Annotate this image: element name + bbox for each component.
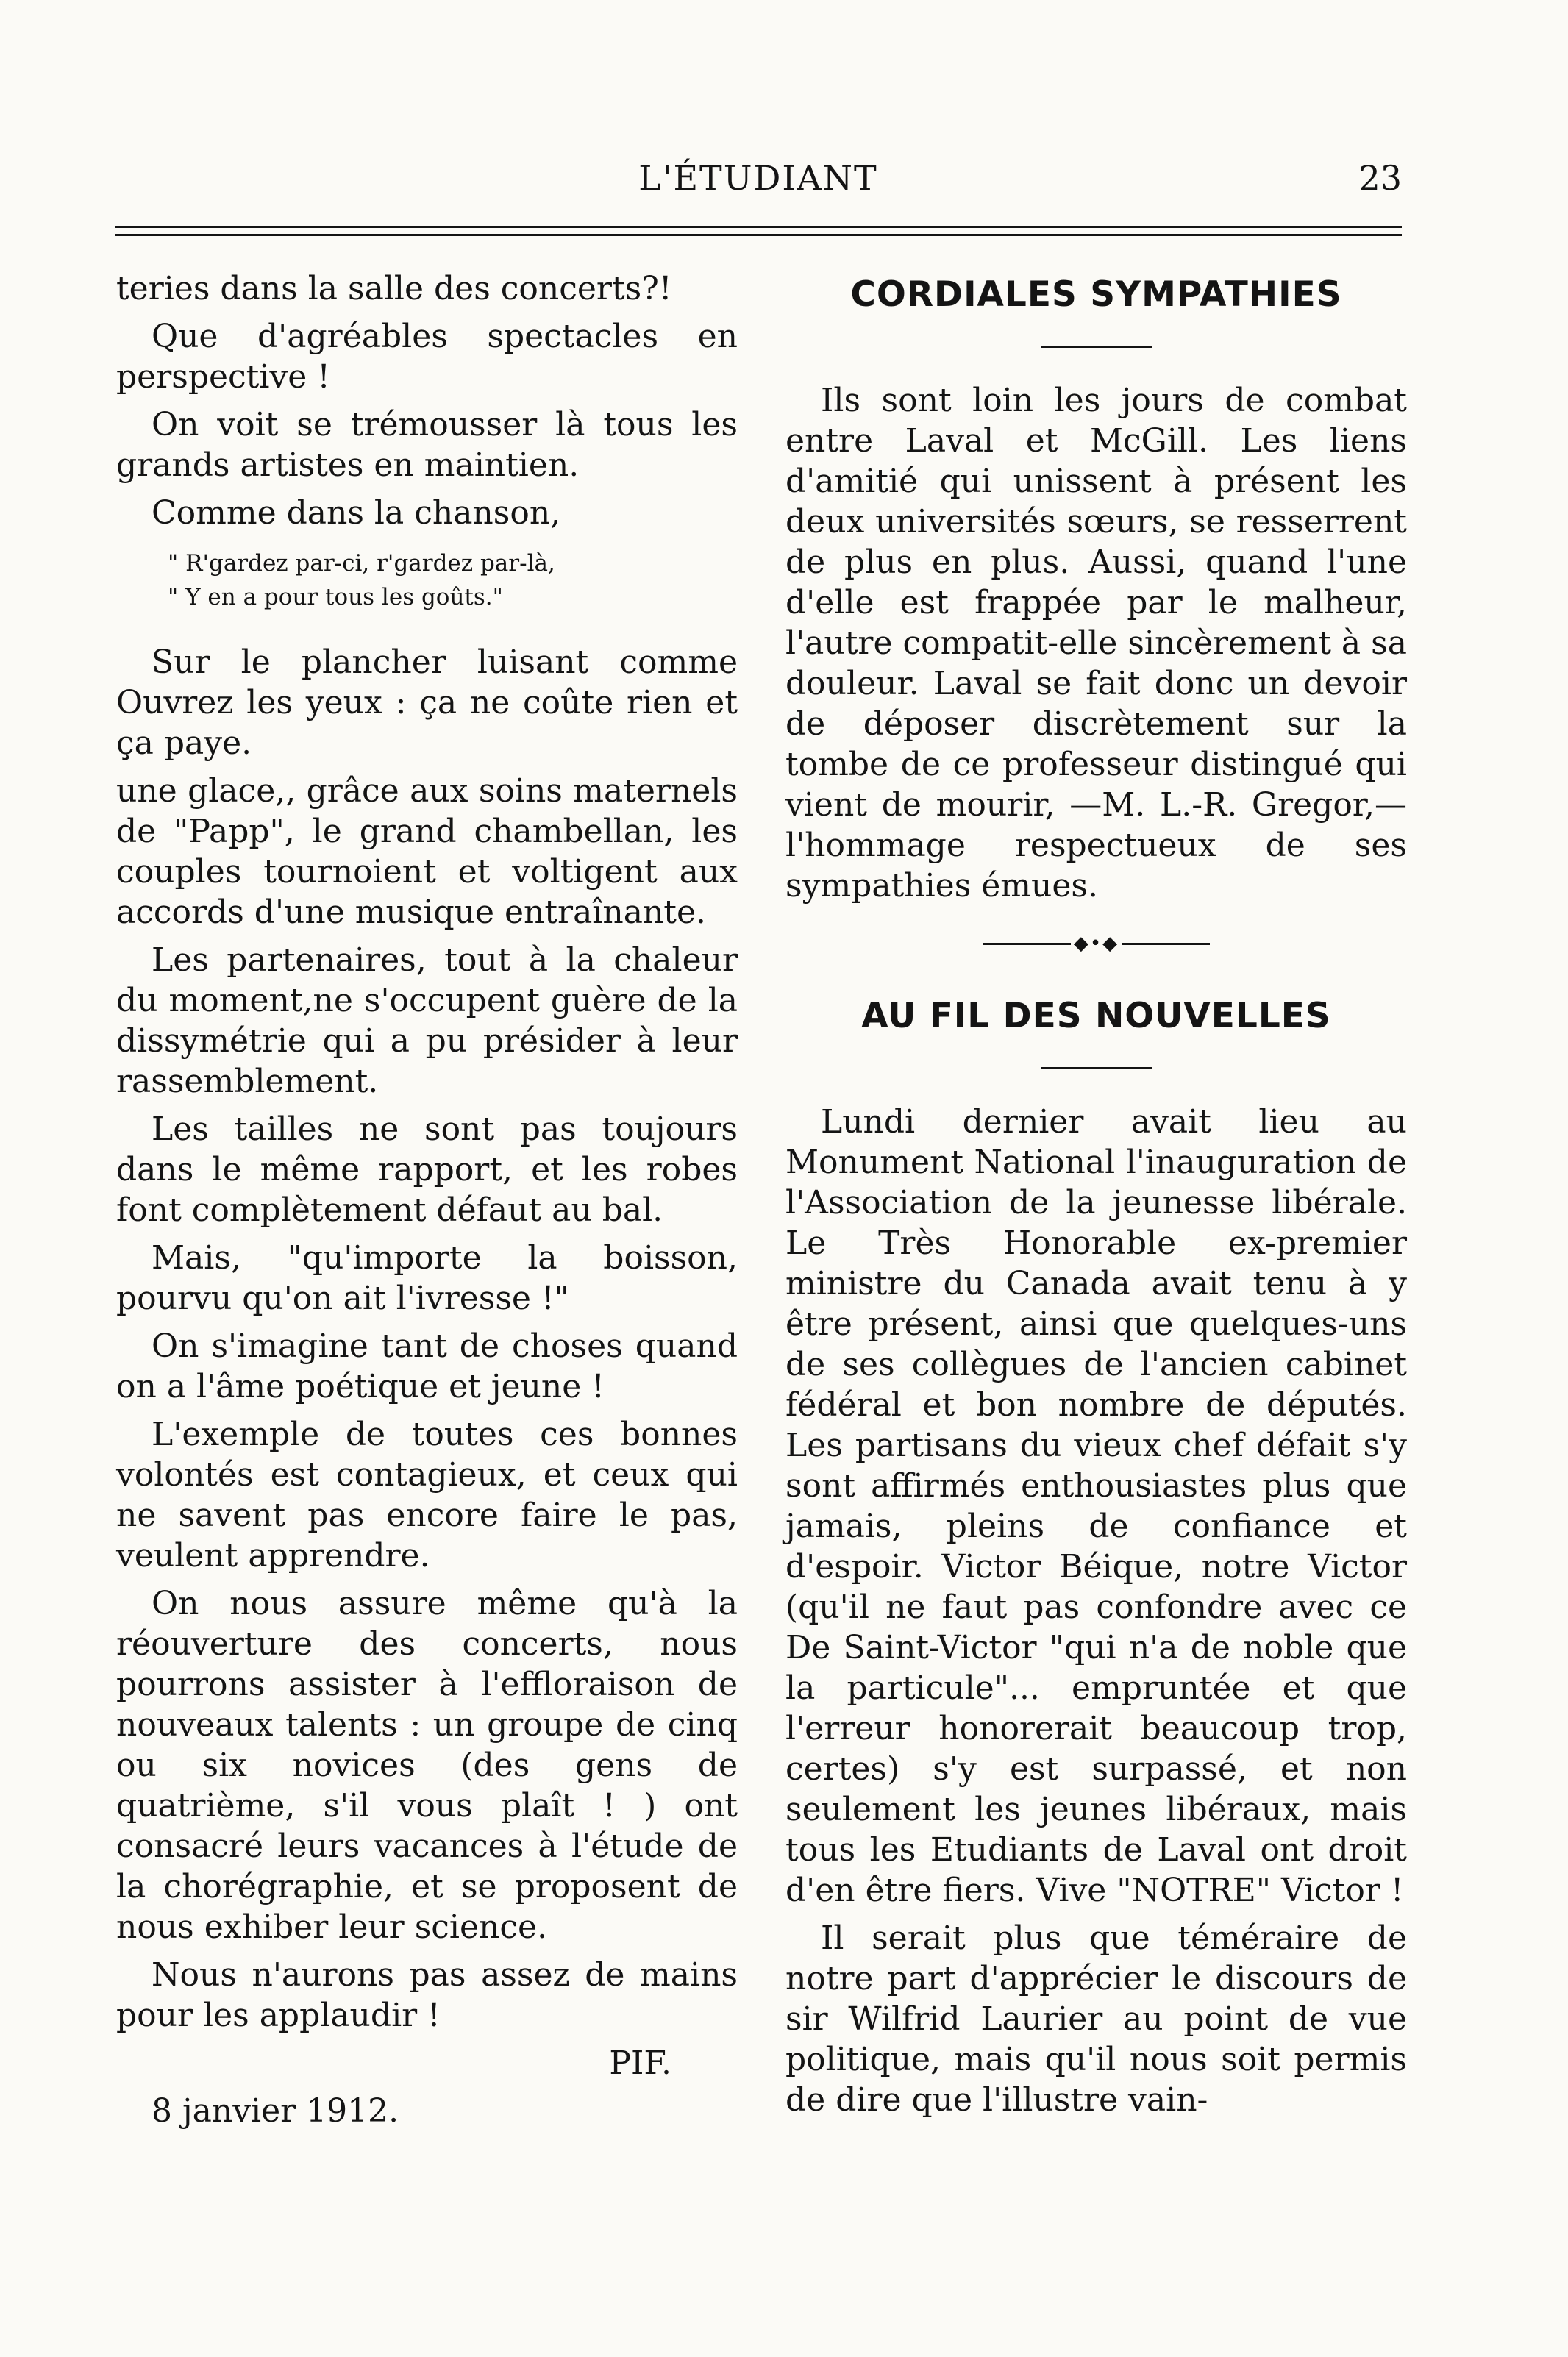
paragraph: teries dans la salle des concerts?! (116, 270, 672, 307)
paragraph: On s'imagine tant de choses quand on a l'âme poétique et jeune ! (116, 1327, 738, 1405)
running-title: L'ÉTUDIANT (638, 158, 878, 198)
left-paragraphs-before-song (116, 268, 738, 533)
song-line: " Y en a pour tous les goûts." (168, 584, 503, 610)
paragraph: une glace,, grâce aux soins maternels de "Papp", le grand chambellan, les couples tournoient et voltigent aux accords d'une musique entraînante. (116, 772, 738, 931)
paragraph: Que d'agréables spectacles en perspective ! (116, 318, 738, 396)
author-signature: PIF. (609, 2044, 671, 2082)
page-number: 23 (1358, 158, 1402, 198)
paragraph: On voit se trémousser là tous les grands artistes en maintien. (116, 406, 738, 484)
header-rule-top (115, 226, 1402, 228)
paragraph: Les partenaires, tout à la chaleur du moment,ne s'occupent guère de la dissymétrie qui a pu présider à leur rassemblement. (116, 941, 738, 1100)
paragraph: Comme dans la chanson, (152, 494, 561, 532)
song-line: " R'gardez par-ci, r'gardez par-là, (168, 550, 555, 577)
section-title-cordiales-sympathies: CORDIALES SYMPATHIES (850, 274, 1342, 315)
title-divider (1041, 1067, 1152, 1069)
left-column (116, 268, 738, 2139)
paragraph: On nous assure même qu'à la réouverture des concerts, nous pourrons assister à l'effloraison de nouveaux talents : un groupe de cinq ou six novices (des gens de quatrième, s'il vous plaît ! ) ont consacré leurs vacances à l'étude de la chorégraphie, et se proposent de nous exhiber leur science. (116, 1585, 738, 1946)
section-body-au-fil-des-nouvelles (785, 1102, 1407, 2120)
paragraph: Lundi dernier avait lieu au Monument National l'inauguration de l'Association de la jeunesse libérale. Le Très Honorable ex-premier ministre du Canada avait tenu à y être présent, ainsi que quelques-uns de ses collègues de l'ancien cabinet fédéral et bon nombre de députés. Les partisans du vieux chef défait s'y sont affirmés enthousiastes plus que jamais, pleins de confiance et d'espoir. Victor Béique, notre Victor (qu'il ne faut pas confondre avec ce De Saint-Victor "qui n'a de noble que la particule"... empruntée et que l'erreur honorerait beaucoup trop, certes) s'y est surpassé, et non seulement les jeunes libéraux, mais tous les Etudiants de Laval ont droit d'en être fiers. Vive "NOTRE" Victor ! (785, 1103, 1407, 1909)
paragraph: Il serait plus que téméraire de notre part d'apprécier le discours de sir Wilfrid Laurier au point de vue politique, mais qu'il nous soit permis de dire que l'illustre vain- (785, 1919, 1407, 2119)
paragraph: Les tailles ne sont pas toujours dans le même rapport, et les robes font complètement défaut au bal. (116, 1110, 738, 1229)
paragraph: Mais, "qu'importe la boisson, pourvu qu'on ait l'ivresse !" (116, 1239, 738, 1317)
paragraph: Sur le plancher luisant comme Ouvrez les yeux : ça ne coûte rien et ça paye. (116, 643, 738, 762)
section-title-au-fil-des-nouvelles: AU FIL DES NOUVELLES (861, 996, 1331, 1036)
section-body-cordiales-sympathies (785, 380, 1407, 906)
right-column (785, 268, 1407, 2128)
paragraph: Nous n'aurons pas assez de mains pour les applaudir ! (116, 1956, 738, 2034)
section-ornament-divider: ◆•◆ (785, 934, 1407, 953)
paragraph: L'exemple de toutes ces bonnes volontés est contagieux, et ceux qui ne savent pas encore faire le pas, veulent apprendre. (116, 1416, 738, 1575)
left-paragraphs-after-song (116, 642, 738, 2036)
song-quote (168, 546, 738, 614)
title-divider (1041, 346, 1152, 348)
dateline: 8 janvier 1912. (152, 2092, 399, 2130)
header-rule-bottom (115, 234, 1402, 236)
paragraph: Ils sont loin les jours de combat entre Laval et McGill. Les liens d'amitié qui unissent à présent les deux universités sœurs, se resserrent de plus en plus. Aussi, quand l'une d'elle est frappée par le malheur, l'autre compatit-elle sincèrement à sa douleur. Laval se fait donc un devoir de déposer discrètement sur la tombe de ce professeur distingué qui vient de mourir, —M. L.-R. Gregor,—l'hommage respectueux de ses sympathies émues. (785, 382, 1407, 905)
page-header (115, 158, 1402, 210)
